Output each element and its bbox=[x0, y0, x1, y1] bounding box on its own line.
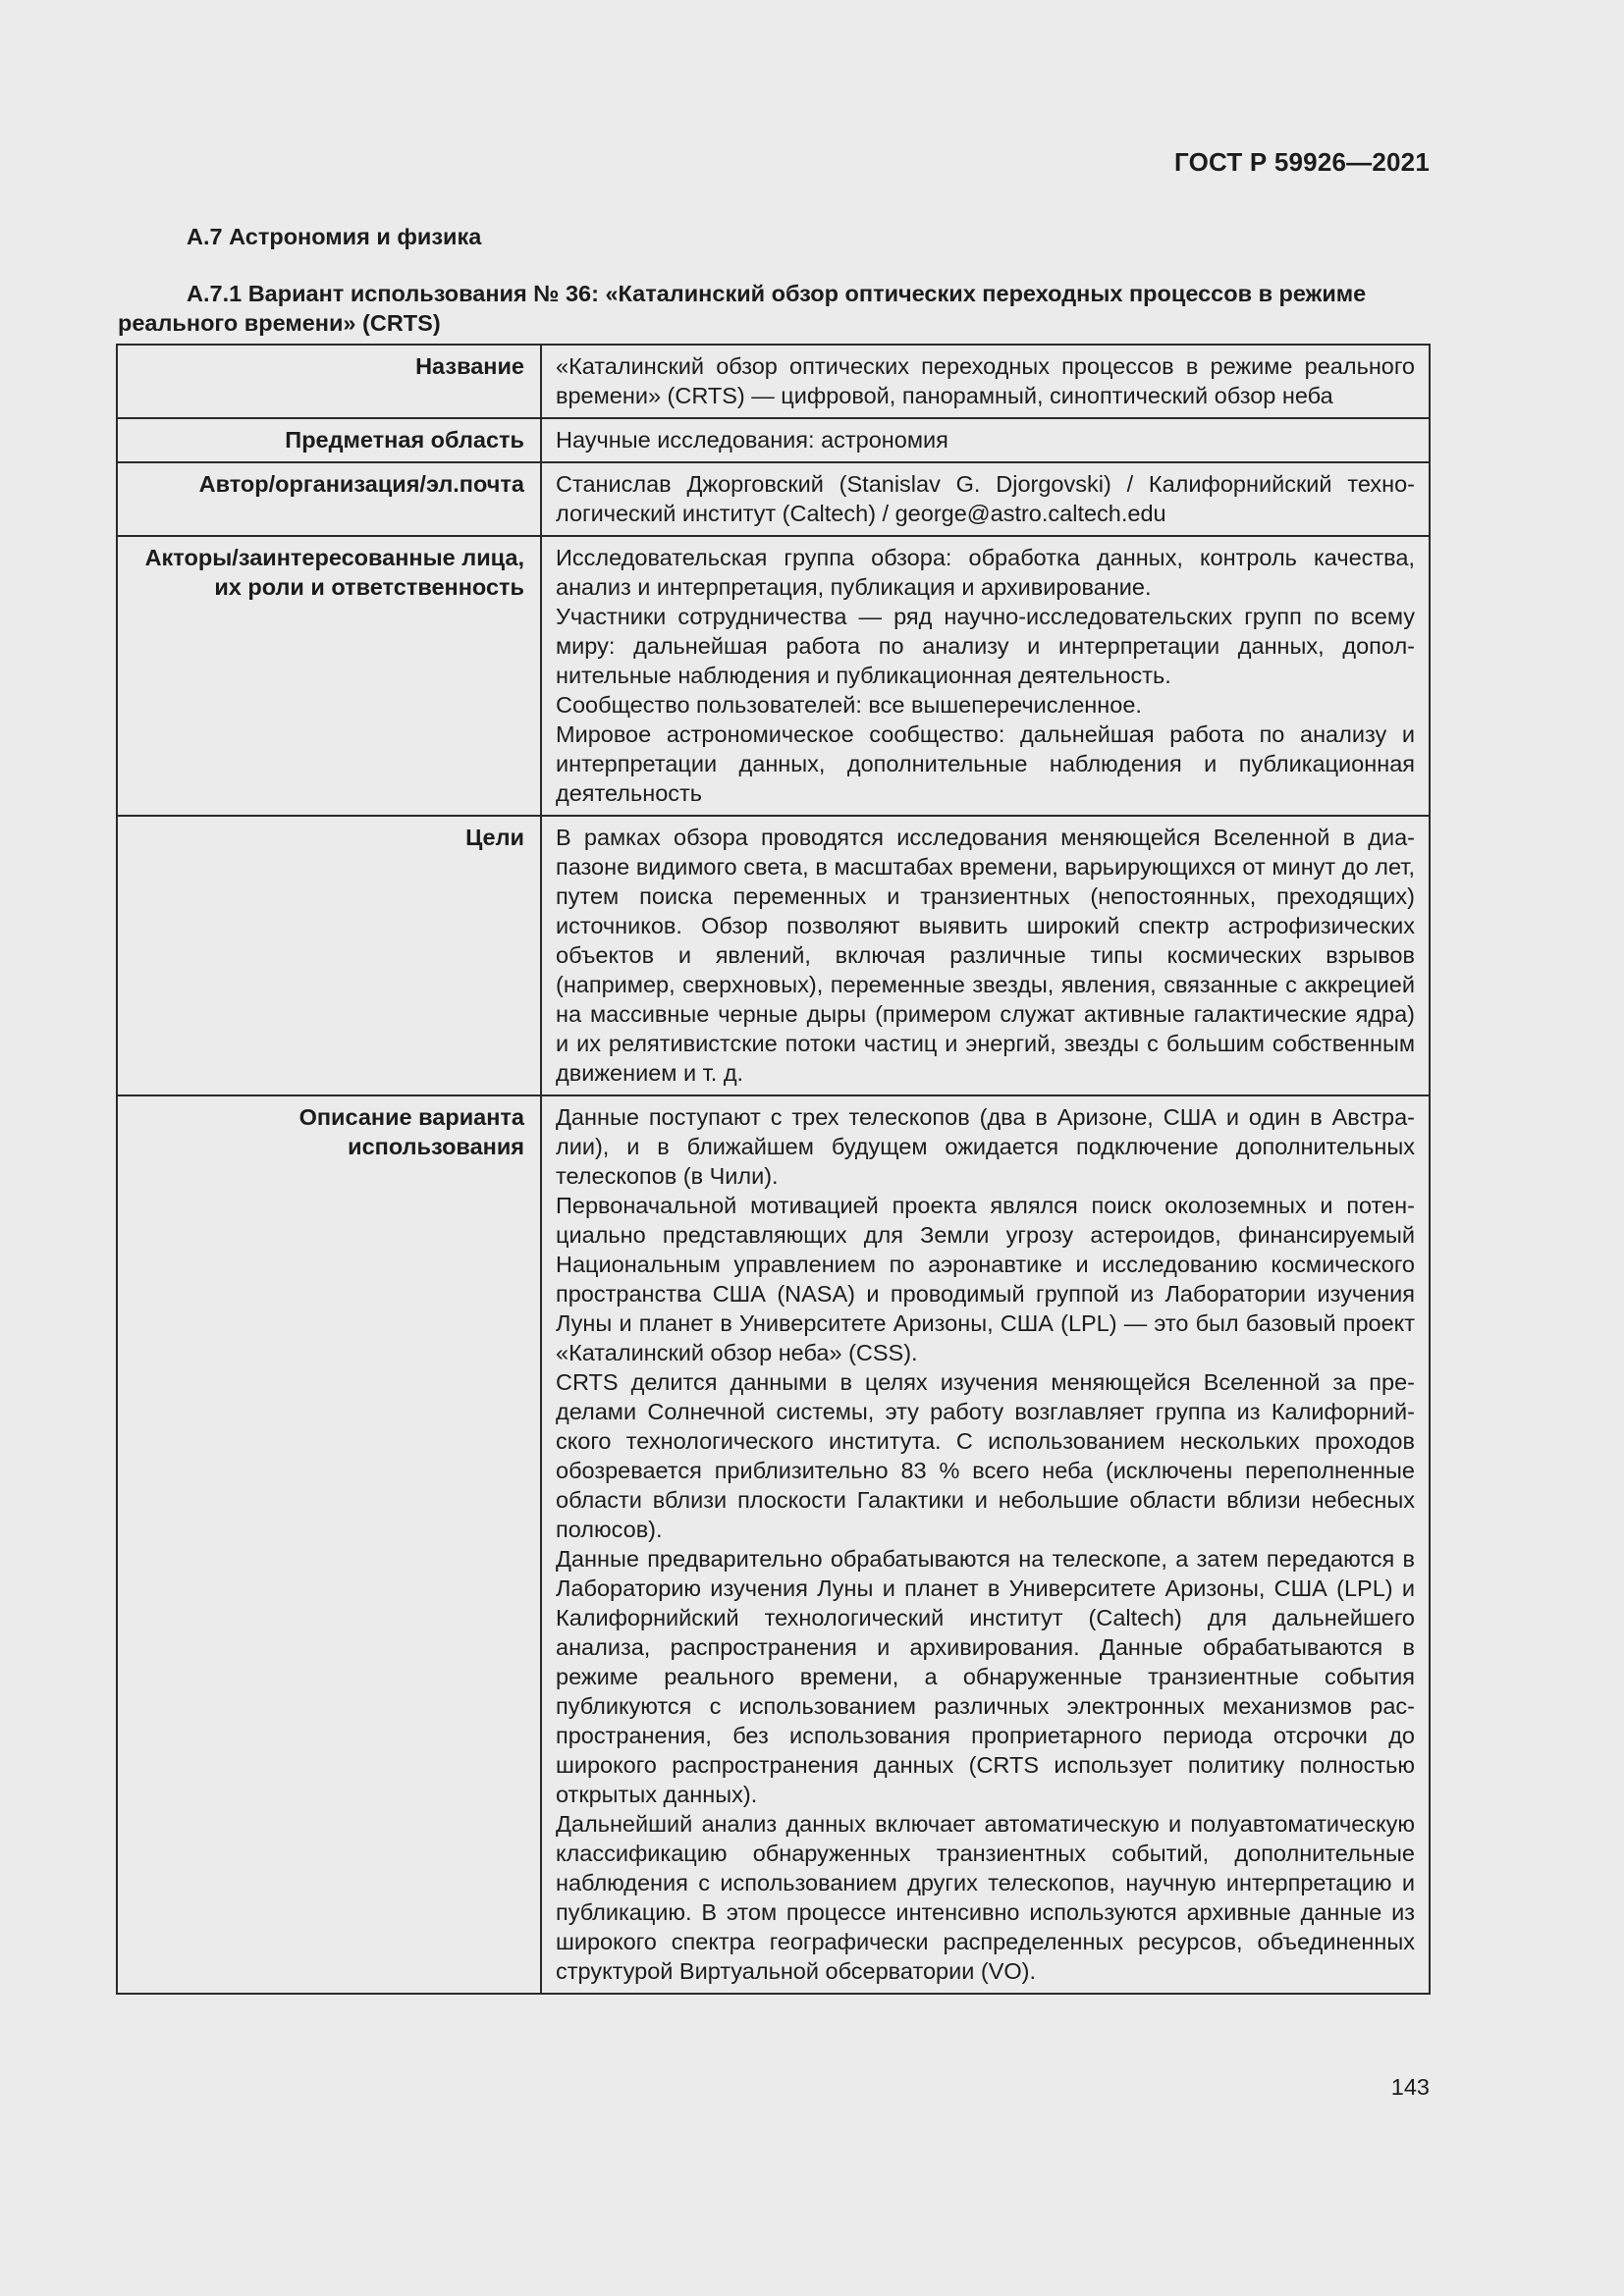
value-paragraph: Мировое астрономическое сообщество: дальнейшая работа по анализу и интерпретации данных, дополнительные наблюдения и публикационная деятельность bbox=[556, 721, 1415, 806]
row-key: Название bbox=[117, 345, 541, 418]
row-value bbox=[541, 536, 1430, 816]
row-value bbox=[541, 816, 1430, 1095]
row-key: Акторы/заинтересованные лица, их роли и ответственность bbox=[117, 536, 541, 816]
table-row-goals bbox=[117, 816, 1430, 1095]
value-paragraph: Данные предварительно обрабатываются на телескопе, а затем передаются в Лабораторию изучения Луны и планет в Университете Аризоны, США (LPL) и Калифорнийский технологический институт (Caltech) для дальнейшего анализа, распространения и архивирования. Данные обрабатываются в режиме реального времени, а обнаруженные транзиентные события публикуются с использованием различных электронных механизмов распространения, без использования проприетарного периода отсрочки до широкого распространения данных (CRTS использует политику полностью открытых данных). bbox=[556, 1546, 1415, 1807]
section-heading: А.7 Астрономия и физика bbox=[187, 224, 482, 249]
document-code: ГОСТ Р 59926—2021 bbox=[1174, 147, 1430, 177]
row-value bbox=[541, 462, 1430, 536]
table-row-description bbox=[117, 1095, 1430, 1994]
value-paragraph: Первоначальной мотивацией проекта являлся поиск околоземных и потенциально представляющих для Земли угрозу астероидов, финансируемый Национальным управлением по аэронавтике и исследованию космического пространства США (NASA) и проводимый группой из Лаборатории изучения Луны и планет в Университете Аризоны, США (LPL) — это был базовый проект «Каталинский обзор неба» (CSS). bbox=[556, 1193, 1415, 1365]
value-paragraph: «Каталинский обзор оптических переходных процессов в режиме реального времени» (CRTS) — цифровой, панорамный, синоптический обзор неба bbox=[556, 353, 1415, 408]
row-key: Предметная область bbox=[117, 418, 541, 462]
row-value bbox=[541, 418, 1430, 462]
value-paragraph: В рамках обзора проводятся исследования меняющейся Вселенной в диапазоне видимого света, в масштабах времени, варьирующихся от минут до лет, путем поиска переменных и транзиентных (непостоянных, преходящих) источников. Обзор позволяют выявить широкий спектр астрофизических объектов и явлений, включая различные типы космических взрывов (например, сверхновых), переменные звезды, явления, связанные с аккрецией на массивные черные дыры (примером служат активные галактические ядра) и их релятивистские потоки частиц и энергий, звезды с большим собственным движением и т. д. bbox=[556, 825, 1415, 1086]
value-paragraph: Исследовательская группа обзора: обработка данных, контроль качества, анализ и интерпретация, публикация и архивирование. bbox=[556, 545, 1415, 600]
row-value bbox=[541, 1095, 1430, 1994]
value-paragraph: Сообщество пользователей: все вышеперечисленное. bbox=[556, 692, 1142, 718]
use-case-heading: А.7.1 Вариант использования № 36: «Каталинский обзор оптических переходных процессов в режиме реального времени» (CRTS) bbox=[118, 281, 1367, 336]
value-paragraph: Дальнейший анализ данных включает автоматическую и полуавтоматическую классификацию обнаруженных транзиентных событий, дополнительные наблюдения с использованием других телескопов, научную интерпретацию и публикацию. В этом процессе интенсивно используются архивные данные из широкого спектра географически распределенных ресурсов, объединенных структурой Виртуальной обсерватории (VO). bbox=[556, 1811, 1415, 1984]
value-paragraph: Участники сотрудничества — ряд научно-исследовательских групп по всему миру: дальнейшая работа по анализу и интерпретации данных, дополнительные наблюдения и публикационная деятельность. bbox=[556, 604, 1415, 688]
row-key: Цели bbox=[117, 816, 541, 1095]
value-paragraph: Научные исследования: астрономия bbox=[556, 427, 948, 453]
row-key: Автор/организация/эл.почта bbox=[117, 462, 541, 536]
table-row-actors bbox=[117, 536, 1430, 816]
table-row-domain bbox=[117, 418, 1430, 462]
table-row-author bbox=[117, 462, 1430, 536]
row-key: Описание варианта использования bbox=[117, 1095, 541, 1994]
row-value bbox=[541, 345, 1430, 418]
table-row-name bbox=[117, 345, 1430, 418]
page-number: 143 bbox=[1390, 2074, 1430, 2100]
value-paragraph: Станислав Джорговский (Stanislav G. Djorgovski) / Калифорнийский технологический институт (Caltech) / george@astro.caltech.edu bbox=[556, 471, 1415, 526]
value-paragraph: CRTS делится данными в целях изучения меняющейся Вселенной за пределами Солнечной системы, эту работу возглавляет группа из Калифорнийского технологического института. С использованием нескольких проходов обозревается приблизительно 83 % всего неба (исключены переполненные области вблизи плоскости Галактики и небольшие области вблизи небесных полюсов). bbox=[556, 1369, 1415, 1542]
use-case-table bbox=[116, 344, 1431, 1995]
value-paragraph: Данные поступают с трех телескопов (два в Аризоне, США и один в Австралии), и в ближайшем будущем ожидается подключение дополнительных телескопов (в Чили). bbox=[556, 1104, 1415, 1189]
